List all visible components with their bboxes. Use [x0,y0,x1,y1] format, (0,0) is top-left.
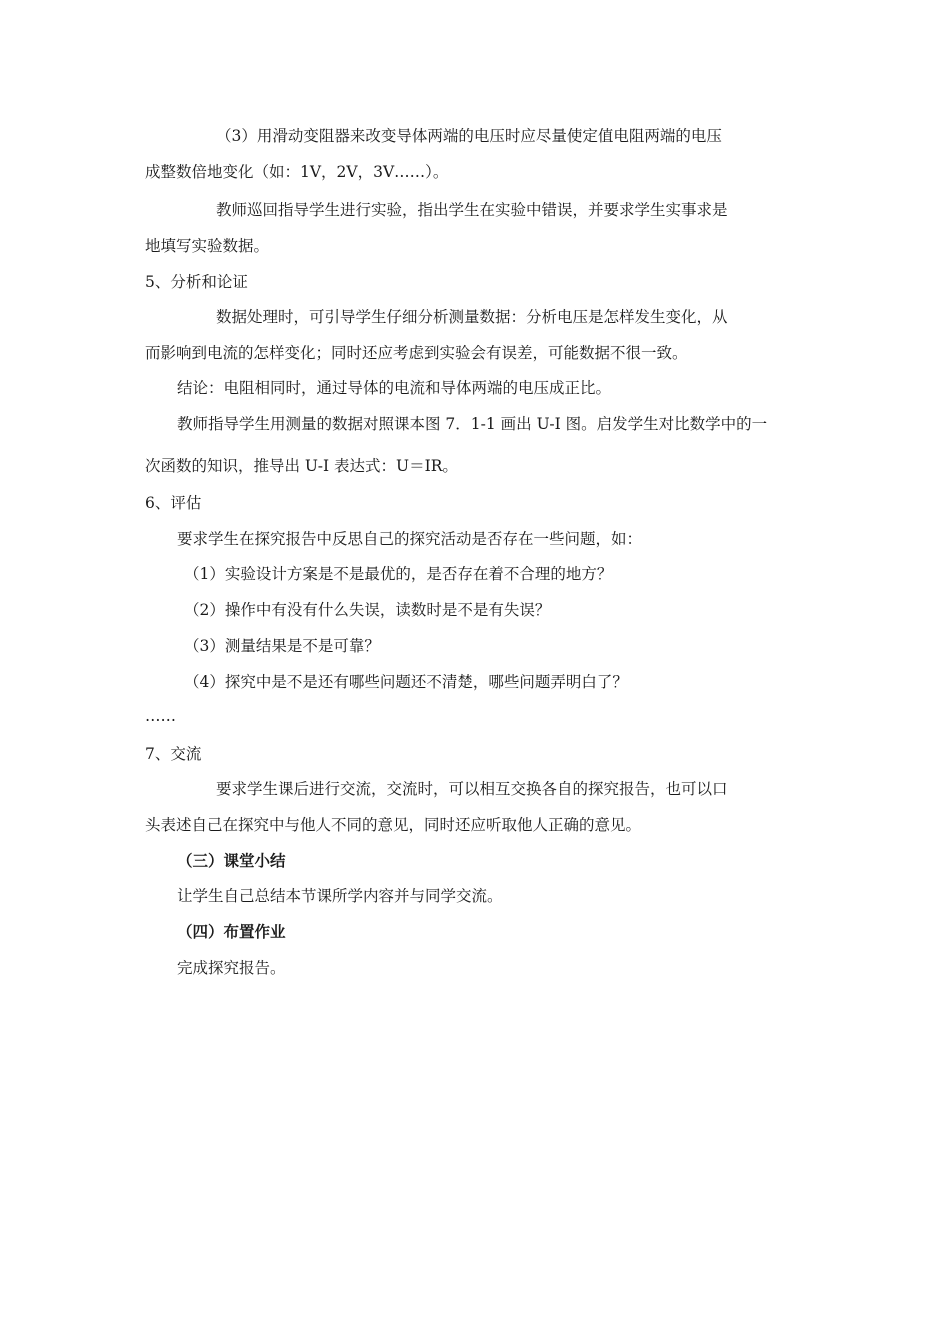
paragraph-line: 要求学生课后进行交流，交流时，可以相互交换各自的探究报告，也可以口 [216,780,728,798]
conclusion-line: 结论：电阻相同时，通过导体的电流和导体两端的电压成正比。 [177,379,612,397]
paragraph-line: 教师巡回指导学生进行实验，指出学生在实验中错误，并要求学生实事求是 [216,201,728,219]
paragraph-line: 而影响到电流的怎样变化；同时还应考虑到实验会有误差，可能数据不很一致。 [145,344,688,362]
list-item: （1）实验设计方案是不是最优的，是否存在着不合理的地方？ [184,565,613,583]
list-item: （4）探究中是不是还有哪些问题还不清楚，哪些问题弄明白了？ [184,673,628,691]
list-item: （2）操作中有没有什么失误，读数时是不是有失误？ [184,601,551,619]
paragraph-line: 数据处理时，可引导学生仔细分析测量数据：分析电压是怎样发生变化，从 [216,308,728,326]
section-heading-exchange: 7、交流 [145,745,202,763]
section-heading-summary: （三）课堂小结 [177,851,286,870]
list-item: （3）测量结果是不是可靠？ [184,637,380,655]
paragraph-line: 完成探究报告。 [177,959,286,977]
paragraph-line: 地填写实验数据。 [145,237,270,255]
section-heading-analysis: 5、分析和论证 [145,273,248,291]
paragraph-line: 头表述自己在探究中与他人不同的意见，同时还应听取他人正确的意见。 [145,816,642,834]
section-heading-homework: （四）布置作业 [177,922,286,941]
paragraph-line: 教师指导学生用测量的数据对照课本图 7．1-1 画出 U-I 图。启发学生对比数学中的一 [177,415,768,433]
paragraph-line: 成整数倍地变化（如：1V，2V，3V……）。 [145,163,449,181]
paragraph-line: 让学生自己总结本节课所学内容并与同学交流。 [177,887,503,905]
paragraph-line: （3）用滑动变阻器来改变导体两端的电压时应尽量使定值电阻两端的电压 [216,127,722,145]
section-heading-evaluation: 6、评估 [145,494,202,512]
ellipsis-line: …… [145,707,176,725]
paragraph-line: 次函数的知识，推导出 U-I 表达式：U＝IR。 [145,457,458,475]
paragraph-line: 要求学生在探究报告中反思自己的探究活动是否存在一些问题，如： [177,530,643,548]
